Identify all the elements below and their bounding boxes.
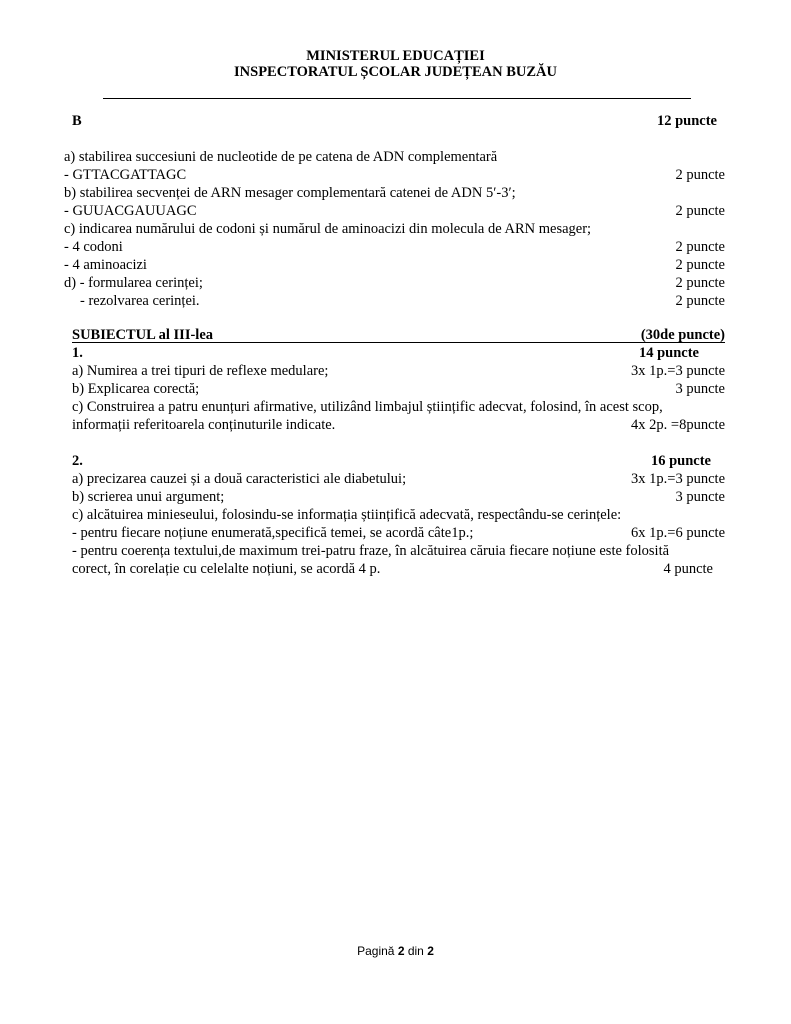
item-1-a-text: a) Numirea a trei tipuri de reflexe medulare; xyxy=(72,363,329,379)
b-item-a-answer xyxy=(64,166,725,184)
b-item-c-codons-text: - 4 codoni xyxy=(64,239,123,255)
item-1-c-line2 xyxy=(72,416,725,434)
b-item-a-points: 2 puncte xyxy=(675,167,725,183)
item-1-heading xyxy=(72,344,699,362)
item-2-b-text: b) scrierea unui argument; xyxy=(72,489,225,505)
header-inspectorate: INSPECTORATUL ȘCOLAR JUDEȚEAN BUZĂU xyxy=(234,64,557,80)
b-item-c-codons xyxy=(64,238,725,256)
item-2-a-points: 3x 1p.=3 puncte xyxy=(631,471,725,487)
section-b-heading xyxy=(72,112,725,130)
item-2-b xyxy=(72,488,725,506)
item-2-b-points: 3 puncte xyxy=(675,489,725,505)
b-item-b xyxy=(64,184,725,202)
item-1-number: 1. xyxy=(72,345,83,361)
b-item-c-text: c) indicarea numărului de codoni și numărul de aminoacizi din molecula de ARN mesager; xyxy=(64,221,592,237)
item-2-c-notions xyxy=(72,524,725,542)
b-item-d-solution xyxy=(64,292,725,310)
item-1-c-text-2: informații referitoarela conținuturile indicate. xyxy=(72,417,336,433)
item-2-c-coherence-text-1: - pentru coerența textului,de maximum trei-patru fraze, în alcătuirea căruia fiecare noțiune este folosită xyxy=(72,543,670,559)
subject-3-points: (30de puncte) xyxy=(640,327,725,343)
b-item-b-answer xyxy=(64,202,725,220)
item-2-c-coherence-text-2: corect, în corelație cu celelalte noțiuni, se acordă 4 p. xyxy=(72,561,381,577)
b-item-b-points: 2 puncte xyxy=(675,203,725,219)
footer-page-number: 2 xyxy=(397,944,405,958)
b-item-c-aminoacids xyxy=(64,256,725,274)
item-2-a xyxy=(72,470,725,488)
item-2-heading xyxy=(72,452,711,470)
item-2-c xyxy=(72,506,725,524)
b-item-c-codons-points: 2 puncte xyxy=(675,239,725,255)
subject-3-underline xyxy=(72,342,725,343)
b-item-a xyxy=(64,148,725,166)
b-item-d-formulation xyxy=(64,274,725,292)
item-2-c-coherence-line1 xyxy=(72,542,725,560)
item-1-points: 14 puncte xyxy=(638,345,699,361)
item-2-a-text: a) precizarea cauzei și a două caracteristici ale diabetului; xyxy=(72,471,407,487)
item-1-b-text: b) Explicarea corectă; xyxy=(72,381,200,397)
header-ministry: MINISTERUL EDUCAȚIEI xyxy=(306,48,485,64)
item-2-points: 16 puncte xyxy=(650,453,711,469)
item-1-b xyxy=(72,380,725,398)
b-item-d-solution-points: 2 puncte xyxy=(675,293,725,309)
header-divider xyxy=(103,98,691,99)
b-item-b-text: b) stabilirea secvenței de ARN mesager complementară catenei de ADN 5′-3′; xyxy=(64,185,516,201)
b-item-d-formulation-points: 2 puncte xyxy=(675,275,725,291)
item-1-a xyxy=(72,362,725,380)
footer-total-pages: 2 xyxy=(427,944,434,958)
item-2-number: 2. xyxy=(72,453,83,469)
section-b-title: B xyxy=(72,113,82,129)
b-item-c-aminoacids-points: 2 puncte xyxy=(675,257,725,273)
b-item-d-solution-text: - rezolvarea cerinței. xyxy=(80,293,200,309)
item-1-b-points: 3 puncte xyxy=(675,381,725,397)
item-1-a-points: 3x 1p.=3 puncte xyxy=(631,363,725,379)
item-1-c-text-1: c) Construirea a patru enunțuri afirmative, utilizând limbajul științific adecvat, folosind, în acest scop, xyxy=(72,399,663,415)
item-1-c-line1 xyxy=(72,398,725,416)
item-2-c-notions-text: - pentru fiecare noțiune enumerată,specifică temei, se acordă câte1p.; xyxy=(72,525,474,541)
item-2-c-coherence-line2 xyxy=(72,560,713,578)
b-item-a-sequence: - GTTACGATTAGC xyxy=(64,167,187,183)
item-1-c-points: 4x 2p. =8puncte xyxy=(631,417,725,433)
item-2-c-notions-points: 6x 1p.=6 puncte xyxy=(631,525,725,541)
b-item-a-text: a) stabilirea succesiuni de nucleotide de pe catena de ADN complementară xyxy=(64,149,498,165)
b-item-d-formulation-text: d) - formularea cerinței; xyxy=(64,275,203,291)
item-2-c-coherence-points: 4 puncte xyxy=(663,561,713,577)
page-footer xyxy=(0,944,791,958)
subject-3-title: SUBIECTUL al III-lea xyxy=(72,327,214,343)
b-item-c xyxy=(64,220,725,238)
footer-middle: din xyxy=(404,944,428,958)
section-b-points: 12 puncte xyxy=(656,113,717,129)
footer-prefix: Pagină xyxy=(357,944,398,958)
b-item-b-sequence: - GUUACGAUUAGC xyxy=(64,203,197,219)
b-item-c-aminoacids-text: - 4 aminoacizi xyxy=(64,257,147,273)
item-2-c-text: c) alcătuirea minieseului, folosindu-se informația științifică adecvată, respectându-se cerințele: xyxy=(72,507,622,523)
